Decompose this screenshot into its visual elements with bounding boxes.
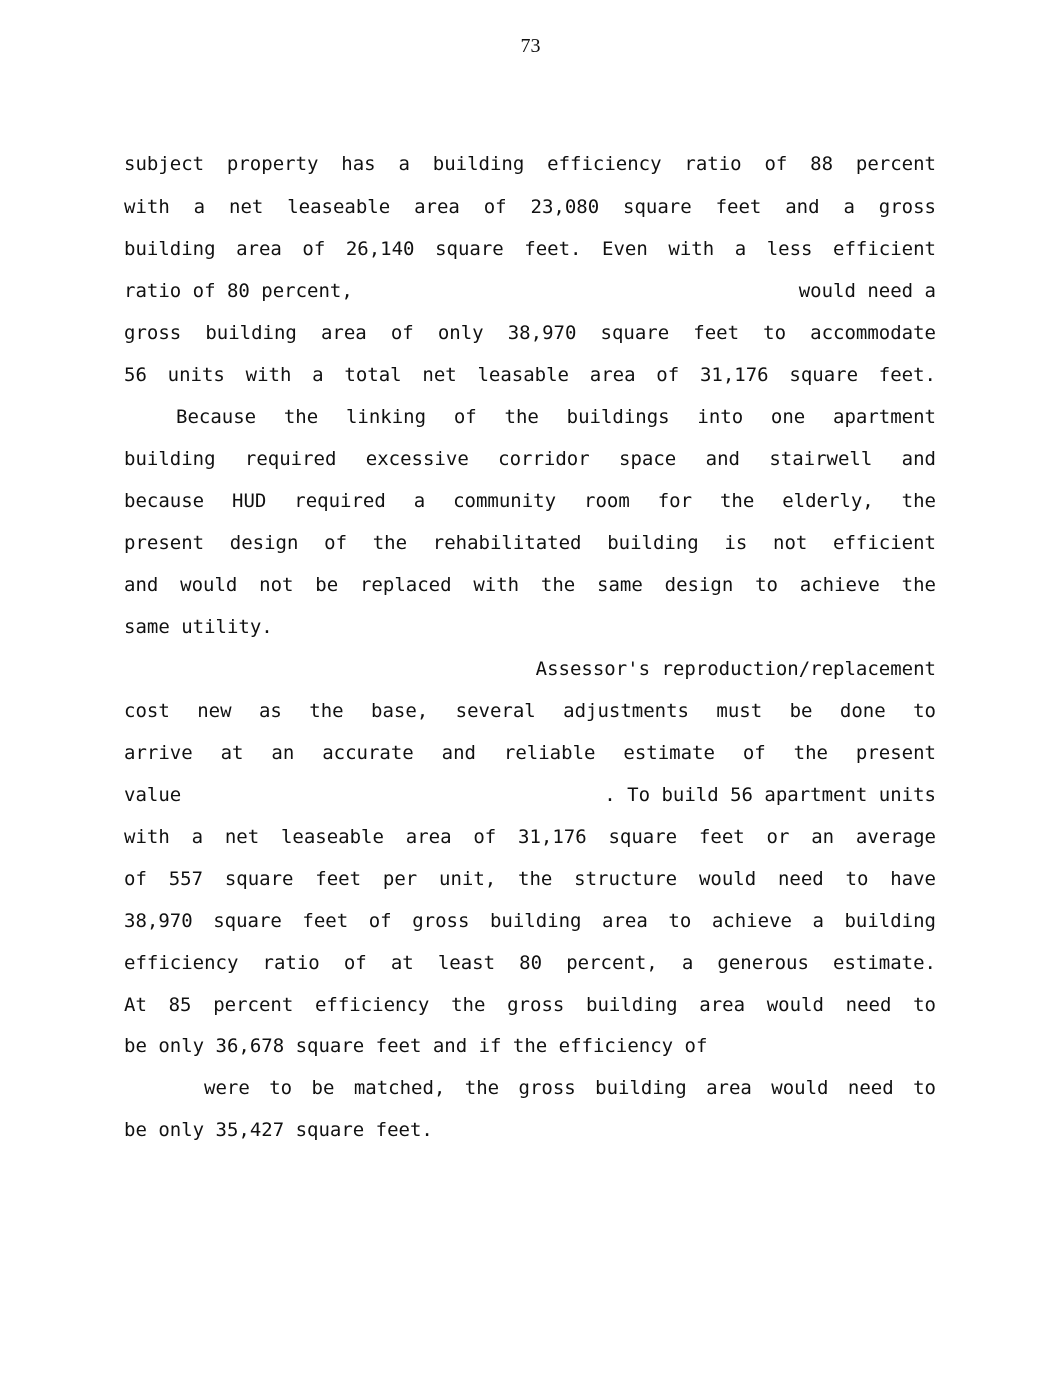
text-line: be only 35,427 square feet. [124, 1119, 433, 1141]
text-line: building area of 26,140 square feet. Even with a less efficient [124, 238, 936, 260]
text-segment: would need a [798, 280, 936, 302]
text-line: present design of the rehabilitated building is not efficient [124, 532, 936, 554]
text-line: building required excessive corridor space and stairwell and [124, 448, 936, 470]
text-line: subject property has a building efficiency ratio of 88 percent [124, 153, 936, 175]
page-number: 73 [520, 35, 541, 57]
text-line: of 557 square feet per unit, the structure would need to have [124, 868, 936, 890]
text-segment: value [124, 784, 182, 806]
text-line: same utility. [124, 616, 273, 638]
text-line: be only 36,678 square feet and if the efficiency of [124, 1035, 708, 1057]
text-line-split [124, 782, 936, 808]
text-line: with a net leaseable area of 23,080 square feet and a gross [124, 196, 936, 218]
text-line: because HUD required a community room for the elderly, the [124, 490, 936, 512]
text-line: gross building area of only 38,970 square feet to accommodate [124, 322, 936, 344]
text-line: and would not be replaced with the same design to achieve the [124, 574, 936, 596]
text-line: cost new as the base, several adjustments must be done to [124, 700, 936, 722]
text-segment: . To build 56 apartment units [604, 784, 936, 806]
text-line: efficiency ratio of at least 80 percent, a generous estimate. [124, 952, 936, 974]
text-line: Because the linking of the buildings into one apartment [176, 406, 936, 428]
text-line-split [124, 278, 936, 304]
text-line: 38,970 square feet of gross building area to achieve a building [124, 910, 936, 932]
text-segment: ratio of 80 percent, [124, 280, 353, 302]
text-line: with a net leaseable area of 31,176 square feet or an average [124, 826, 936, 848]
text-line: 56 units with a total net leasable area of 31,176 square feet. [124, 364, 936, 386]
text-line: Assessor's reproduction/replacement [535, 658, 936, 680]
text-line: At 85 percent efficiency the gross building area would need to [124, 994, 936, 1016]
text-line: arrive at an accurate and reliable estimate of the present [124, 742, 936, 764]
text-line: were to be matched, the gross building area would need to [204, 1077, 936, 1099]
